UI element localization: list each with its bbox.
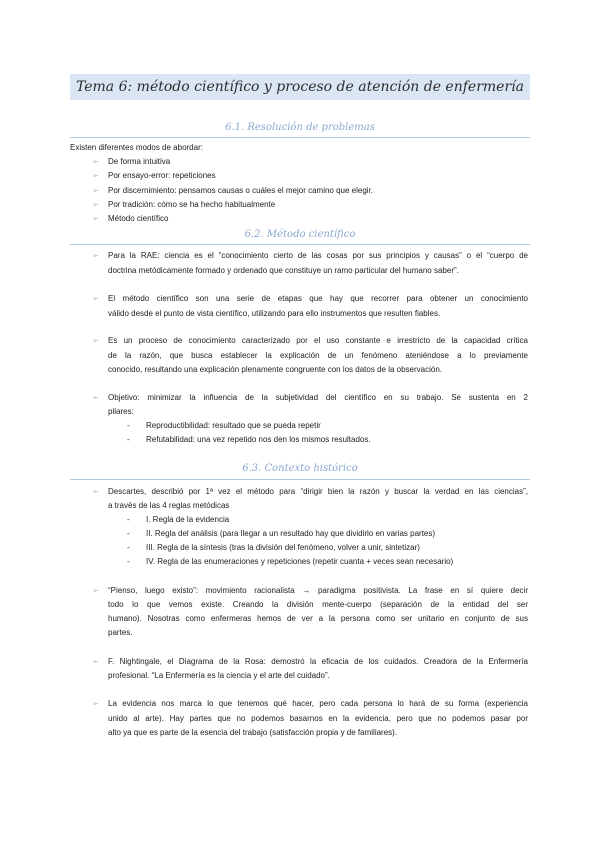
section-divider	[70, 244, 530, 245]
arrow-bullet-icon: ➢	[92, 200, 99, 209]
paragraph-line: humano). Nosotras como enfermeras hemos de ver a la persona como ser unitario en conjunto de sus	[108, 614, 528, 623]
paragraph-line: válido desde el punto de vista científico, utilizando para ello instrumentos que resulten fiables.	[108, 309, 441, 318]
section-divider	[70, 479, 530, 480]
dash-bullet: -	[127, 557, 130, 566]
arrow-bullet-icon: ➢	[92, 157, 99, 166]
page-title: Tema 6: método científico y proceso de atención de enfermería	[76, 79, 524, 95]
list-item: Por ensayo-error: repeticiones	[108, 171, 216, 180]
arrow-bullet-icon: ➢	[92, 171, 99, 180]
arrow-bullet-icon: ➢	[92, 214, 99, 223]
list-item: Método científico	[108, 214, 169, 223]
sub-list-item: Reproductibilidad: resultado que se pueda repetir	[146, 421, 321, 430]
paragraph-line: partes.	[108, 628, 133, 637]
paragraph-line: Objetivo: minimizar la influencia de la subjetividad del científico en su trabajo. Se sustenta en 2	[108, 393, 528, 402]
arrow-bullet-icon: ➢	[92, 657, 99, 666]
paragraph-line: profesional. “La Enfermería es la ciencia y el arte del cuidado”.	[108, 671, 330, 680]
paragraph-line: a través de las 4 reglas metódicas	[108, 501, 230, 510]
sub-list-item: III. Regla de la síntesis (tras la división del fenómeno, volver a unir, sintetizar)	[146, 543, 420, 552]
arrow-bullet-icon: ➢	[92, 699, 99, 708]
paragraph-line: Es un proceso de conocimiento caracterizado por el uso constante e irrestricto de la capacidad crítica	[108, 336, 528, 345]
dash-bullet: -	[127, 515, 130, 524]
sub-list-item: Refutabilidad: una vez repetido nos den los mismos resultados.	[146, 435, 371, 444]
list-item: De forma intuitiva	[108, 157, 171, 166]
arrow-bullet-icon: ➢	[92, 251, 99, 260]
sub-list-item: II. Regla del análisis (para llegar a un resultado hay que dividirlo en varias partes)	[146, 529, 436, 538]
paragraph-line: La evidencia nos marca lo que tenemos qué hacer, pero cada persona lo hará de su forma (experiencia	[108, 699, 528, 708]
paragraph-line: Descartes, describió por 1ª vez el método para “dirigir bien la razón y buscar la verdad en las ciencias”,	[108, 487, 528, 496]
arrow-bullet-icon: ➢	[92, 586, 99, 595]
dash-bullet: -	[127, 543, 130, 552]
paragraph-line: pilares:	[108, 407, 134, 416]
paragraph-line: El método científico son una serie de etapas que hay que recorrer para obtener un conocimiento	[108, 294, 528, 303]
paragraph-line: de la razón, que busca establecer la explicación de un fenómeno ateniéndose a lo previamente	[108, 351, 528, 360]
sub-list-item: IV. Regla de las enumeraciones y repeticiones (repetir cuanta + veces sean necesario)	[146, 557, 454, 566]
list-item: Por tradición: cómo se ha hecho habitualmente	[108, 200, 276, 209]
section-heading-metodo: 6.2. Método científico	[244, 229, 356, 240]
arrow-bullet-icon: ➢	[92, 393, 99, 402]
paragraph-line: “Pienso, luego existo”: movimiento racionalista → paradigma positivista. La frase en sí quiere decir	[108, 586, 528, 595]
paragraph-line: alto ya que es parte de la esencia del trabajo (satisfacción propia y de familiares).	[108, 728, 398, 737]
dash-bullet: -	[127, 421, 130, 430]
arrow-bullet-icon: ➢	[92, 186, 99, 195]
arrow-bullet-icon: ➢	[92, 294, 99, 303]
paragraph-line: doctrina metódicamente formado y ordenado que constituye un ramo particular del humano saber”.	[108, 266, 459, 275]
paragraph-line: todo lo que vemos existe. Creando la división mente-cuerpo (separación de la entidad del ser	[108, 600, 528, 609]
arrow-bullet-icon: ➢	[92, 487, 99, 496]
dash-bullet: -	[127, 435, 130, 444]
sub-list-item: I. Regla de la evidencia	[146, 515, 230, 524]
intro-text: Existen diferentes modos de abordar:	[70, 143, 203, 152]
section-divider	[70, 137, 530, 138]
list-item: Por discernimiento: pensamos causas o cuáles el mejor camino que elegir.	[108, 186, 374, 195]
arrow-bullet-icon: ➢	[92, 336, 99, 345]
paragraph-line: conocido, resultando una explicación plenamente congruente con los datos de la observación.	[108, 365, 442, 374]
paragraph-line: unido al arte). Hay partes que no podemos basarnos en la evidencia, pero que no podemos pasar por	[108, 714, 528, 723]
section-heading-contexto: 6.3. Contexto histórico	[242, 463, 358, 474]
section-heading-resolucion: 6.1. Resolución de problemas	[225, 122, 375, 133]
paragraph-line: Para la RAE: ciencia es el “conocimiento cierto de las cosas por sus principios y causas” o el “cuerpo de	[108, 251, 528, 260]
paragraph-line: F. Nightingale, el Diagrama de la Rosa: demostró la eficacia de los cuidados. Creadora de la Enfermería	[108, 657, 528, 666]
dash-bullet: -	[127, 529, 130, 538]
